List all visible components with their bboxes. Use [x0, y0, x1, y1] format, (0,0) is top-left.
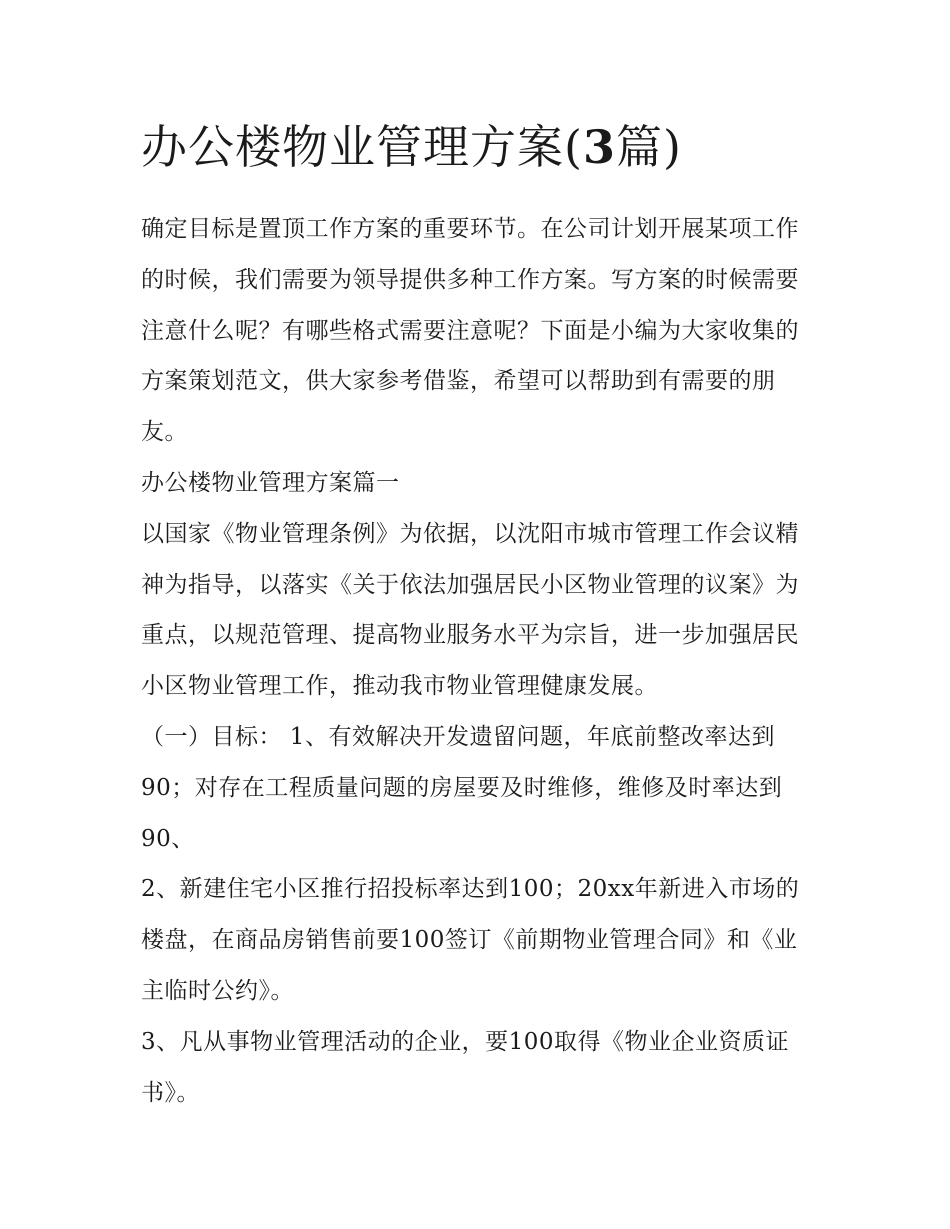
document-body [141, 112, 816, 1118]
title-number: 3 [582, 120, 616, 174]
goal-paragraph: （一）目标： 1、有效解决开发遗留问题，年底前整改率达到90；对存在工程质量问题的房屋要及时维修，维修及时率达到90、 [141, 723, 783, 852]
list-item: 3、凡从事物业管理活动的企业，要100取得《物业企业资质证书》。 [141, 1028, 790, 1106]
document-title [141, 112, 816, 182]
title-suffix: 篇) [615, 120, 682, 174]
title-prefix: 办公楼物业管理方案( [141, 120, 583, 174]
body-paragraph: 以国家《物业管理条例》为依据，以沈阳市城市管理工作会议精神为指导，以落实《关于依法加强居民小区物业管理的议案》为重点，以规范管理、提高物业服务水平为宗旨，进一步加强居民小区物业管理工作，推动我市物业管理健康发展。 [141, 520, 799, 700]
section-heading: 办公楼物业管理方案篇一 [141, 469, 400, 496]
intro-paragraph: 确定目标是置顶工作方案的重要环节。在公司计划开展某项工作的时候，我们需要为领导提供多种工作方案。写方案的时候需要注意什么呢？有哪些格式需要注意呢？下面是小编为大家收集的方案策划范文，供大家参考借鉴，希望可以帮助到有需要的朋友。 [141, 216, 799, 446]
list-item: 2、新建住宅小区推行招投标率达到100；20xx年新进入市场的楼盘，在商品房销售前要100签订《前期物业管理合同》和《业主临时公约》。 [141, 876, 800, 1004]
